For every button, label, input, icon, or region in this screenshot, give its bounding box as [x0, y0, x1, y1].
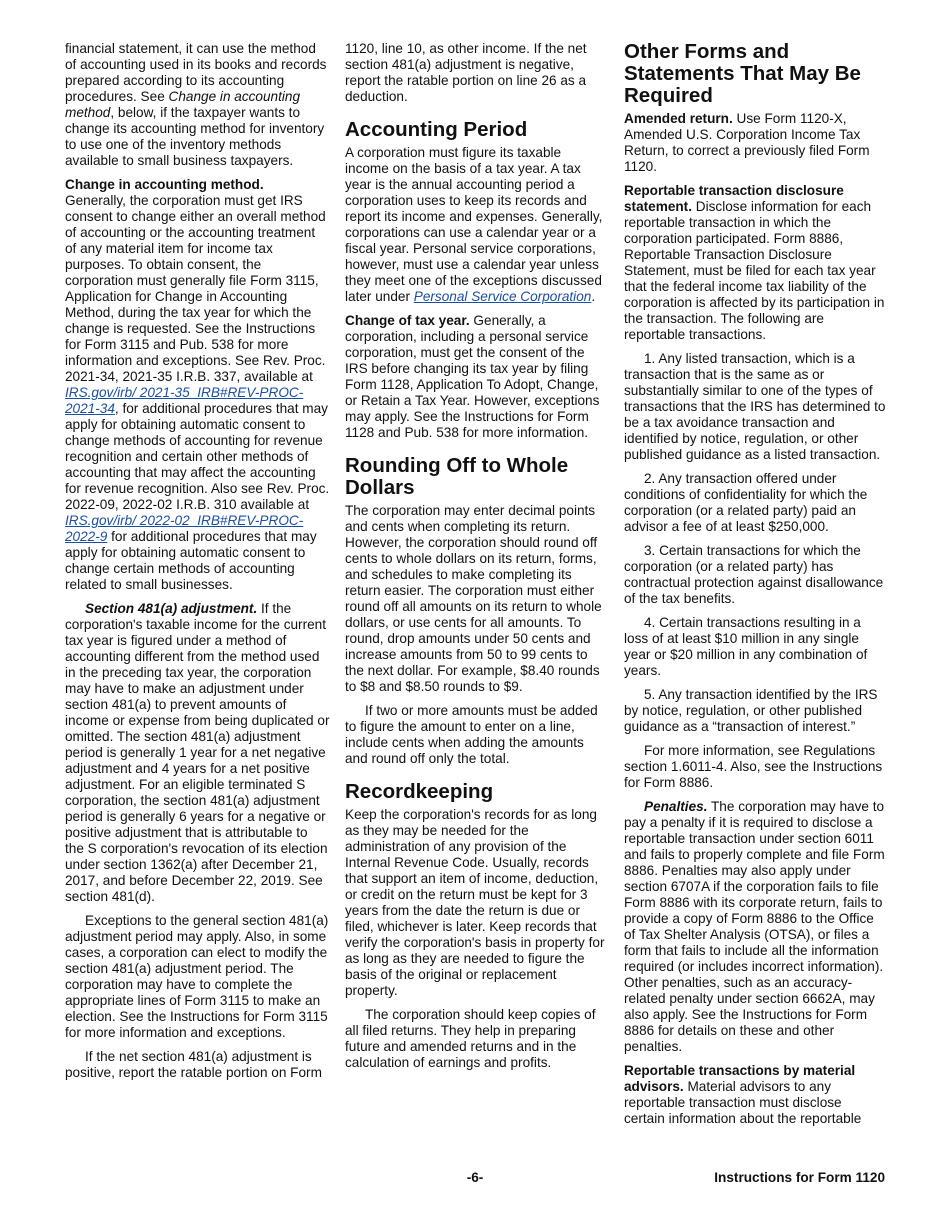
paragraph-amended-return: Amended return. Use Form 1120-X, Amended U.S. Corporation Income Tax Return, to correct a previously filed Form 1120. [624, 111, 870, 174]
paragraph-net-positive: If the net section 481(a) adjustment is positive, report the ratable portion on Form [65, 1049, 322, 1080]
subheading-material-advisors: Reportable transactions by material advisors. [624, 1063, 856, 1094]
subheading-penalties: Penalties. [644, 799, 708, 814]
subheading-amended-return: Amended return. [624, 111, 733, 126]
paragraph-change-tax-year: Change of tax year. Generally, a corporation, including a personal service corporation, must get the consent of the IRS before changing its tax year by filing Form 1128, Application To Adopt, Change, or Retain a Tax Year. However, exceptions may apply. See the Instructions for Form 1128 and Pub. 538 for more information. [345, 313, 600, 440]
paragraph-continuation: 1120, line 10, as other income. If the net section 481(a) adjustment is negative, report the ratable portion on line 26 as a deduction. [345, 41, 587, 104]
paragraph-rounding-2: If two or more amounts must be added to figure the amount to enter on a line, include cents when adding the amounts and round off only the total. [345, 703, 598, 766]
heading-rounding: Rounding Off to Whole Dollars [345, 454, 569, 499]
heading-recordkeeping: Recordkeeping [345, 780, 494, 803]
column-right [624, 41, 886, 1135]
paragraph-inventory: financial statement, it can use the method of accounting used in its books and records prepared according to its accounting procedures. See Change in accounting method, below, if the taxpayer wants to change its accounting method for inventory to use one of the inventory methods available to small business taxpayers. [65, 41, 327, 168]
list-item: 5. Any transaction identified by the IRS by notice, regulation, or other published guidance as a “transaction of interest.” [624, 687, 878, 734]
heading-other-forms: Other Forms and Statements That May Be Required [624, 40, 861, 107]
paragraph-penalties: Penalties. The corporation may have to pay a penalty if it is required to disclose a reportable transaction under section 6011 and fails to properly complete and file Form 8886. Penalties may also apply under section 6707A if the corporation fails to file Form 8886 with its corporate return, fails to provide a copy of Form 8886 to the Office of Tax Shelter Analysis (OTSA), or files a form that fails to include all the information required (or includes incorrect information). Other penalties, such as an accuracy-related penalty under section 6662A, may also apply. See the Instructions for Form 8886 for details on these and other penalties. [624, 799, 885, 1054]
paragraph-more-info: For more information, see Regulations section 1.6011-4. Also, see the Instructions for Form 8886. [624, 743, 883, 790]
page-number: -6- [466, 1170, 484, 1185]
paragraph-change-accounting-method: Change in accounting method. Generally, the corporation must get IRS consent to change either an overall method of accounting or the accounting treatment of any material item for income tax purposes. To obtain consent, the corporation must generally file Form 3115, Application for Change in Accounting Method, during the tax year for which the change is requested. See the Instructions for Form 3115 and Pub. 538 for more information and exceptions. See Rev. Proc. 2021-34, 2021-35 I.R.B. 337, available at IRS.gov/irb/ 2021-35_IRB#REV-PROC-2021-34, for additional procedures that may apply for obtaining automatic consent to change methods of accounting for revenue recognition and certain other methods of accounting that may affect the accounting for revenue recognition. Also see Rev. Proc. 2022-09, 2022-02 I.R.B. 310 available at IRS.gov/irb/ 2022-02_IRB#REV-PROC-2022-9 for additional procedures that may apply for obtaining automatic consent to change certain methods of accounting related to small businesses. [65, 177, 330, 592]
paragraph-recordkeeping-2: The corporation should keep copies of all filed returns. They help in preparing future and amended returns and in the calculation of earnings and profits. [345, 1007, 596, 1070]
footer-document-title: Instructions for Form 1120 [714, 1170, 885, 1185]
link-rev-proc-2021-34[interactable]: IRS.gov/irb/ 2021-35_IRB#REV-PROC-2021-34 [65, 385, 304, 416]
subheading-section-481a: Section 481(a) adjustment. [85, 601, 258, 616]
subheading-reportable-disclosure: Reportable transaction disclosure statement. [624, 183, 844, 214]
paragraph-reportable-disclosure: Reportable transaction disclosure statement. Disclose information for each reportable transaction in which the corporation participated. Form 8886, Reportable Transaction Disclosure Statement, must be filed for each tax year that the federal income tax liability of the corporation is affected by its participation in the transaction. The following are reportable transactions. [624, 183, 885, 342]
paragraph-material-advisors: Reportable transactions by material advisors. Material advisors to any reportable transaction must disclose certain information about the reportable [624, 1063, 862, 1126]
heading-accounting-period: Accounting Period [345, 118, 528, 141]
paragraph-exceptions: Exceptions to the general section 481(a) adjustment period may apply. Also, in some cases, a corporation can elect to modify the section 481(a) adjustment period. The corporation may have to complete the appropriate lines of Form 3115 to make an election. See the Instructions for Form 3115 for more information and exceptions. [65, 913, 329, 1040]
paragraph-rounding: The corporation may enter decimal points and cents when completing its return. However, the corporation should round off cents to whole dollars on its return, forms, and schedules to make completing its return easier. The corporation must either round off all amounts on its return to whole dollars, or use cents for all amounts. To round, drop amounts under 50 cents and increase amounts from 50 to 99 cents to the next dollar. For example, $8.40 rounds to $8 and $8.50 rounds to $9. [345, 503, 602, 694]
subheading-change-tax-year: Change of tax year. [345, 313, 470, 328]
paragraph-accounting-period: A corporation must figure its taxable income on the basis of a tax year. A tax year is the annual accounting period a corporation uses to keep its records and report its income and expenses. Generally, corporations can use a calendar year or a fiscal year. Personal service corporations, however, must use a calendar year unless they meet one of the exceptions discussed later under Personal Service Corporation. [345, 145, 603, 304]
list-item: 1. Any listed transaction, which is a transaction that is the same as or substantially similar to one of the types of transactions that the IRS has determined to be a tax avoidance transaction and identified by notice, regulation, or other published guidance as a listed transaction. [624, 351, 886, 462]
list-item: 4. Certain transactions resulting in a loss of at least $10 million in any single year or $20 million in any combination of years. [624, 615, 868, 678]
subheading-change-accounting-method: Change in accounting method. [65, 177, 264, 192]
paragraph-recordkeeping: Keep the corporation's records for as long as they may be needed for the administration of any provision of the Internal Revenue Code. Usually, records that support an item of income, deduction, or credit on the return must be kept for 3 years from the date the return is due or filed, whichever is later. Keep records that verify the corporation's basis in property for as long as they are needed to figure the basis of the original or replacement property. [345, 807, 605, 998]
link-personal-service-corporation[interactable]: Personal Service Corporation [413, 289, 592, 304]
list-item: 3. Certain transactions for which the corporation (or a related party) has contractual protection against disallowance of the tax benefits. [624, 543, 884, 606]
column-left [65, 41, 330, 1089]
paragraph-section-481a: Section 481(a) adjustment. If the corporation's taxable income for the current tax year is figured under a method of accounting different from the method used in the preceding tax year, the corporation may have to make an adjustment under section 481(a) to prevent amounts of income or expense from being duplicated or omitted. The section 481(a) adjustment period is generally 1 year for a net negative adjustment and 4 years for a net positive adjustment. For an eligible terminated S corporation, the section 481(a) adjustment period is generally 6 years for a negative or positive adjustment that is attributable to the S corporation's revocation of its election under section 1362(a) after December 21, 2017, and before December 22, 2019. See section 481(d). [65, 601, 330, 904]
link-rev-proc-2022-9[interactable]: IRS.gov/irb/ 2022-02_IRB#REV-PROC-2022-9 [65, 513, 304, 544]
list-item: 2. Any transaction offered under conditions of confidentiality for which the corporation (or a related party) paid an advisor a fee of at least $250,000. [624, 471, 868, 534]
column-middle [345, 41, 607, 1079]
